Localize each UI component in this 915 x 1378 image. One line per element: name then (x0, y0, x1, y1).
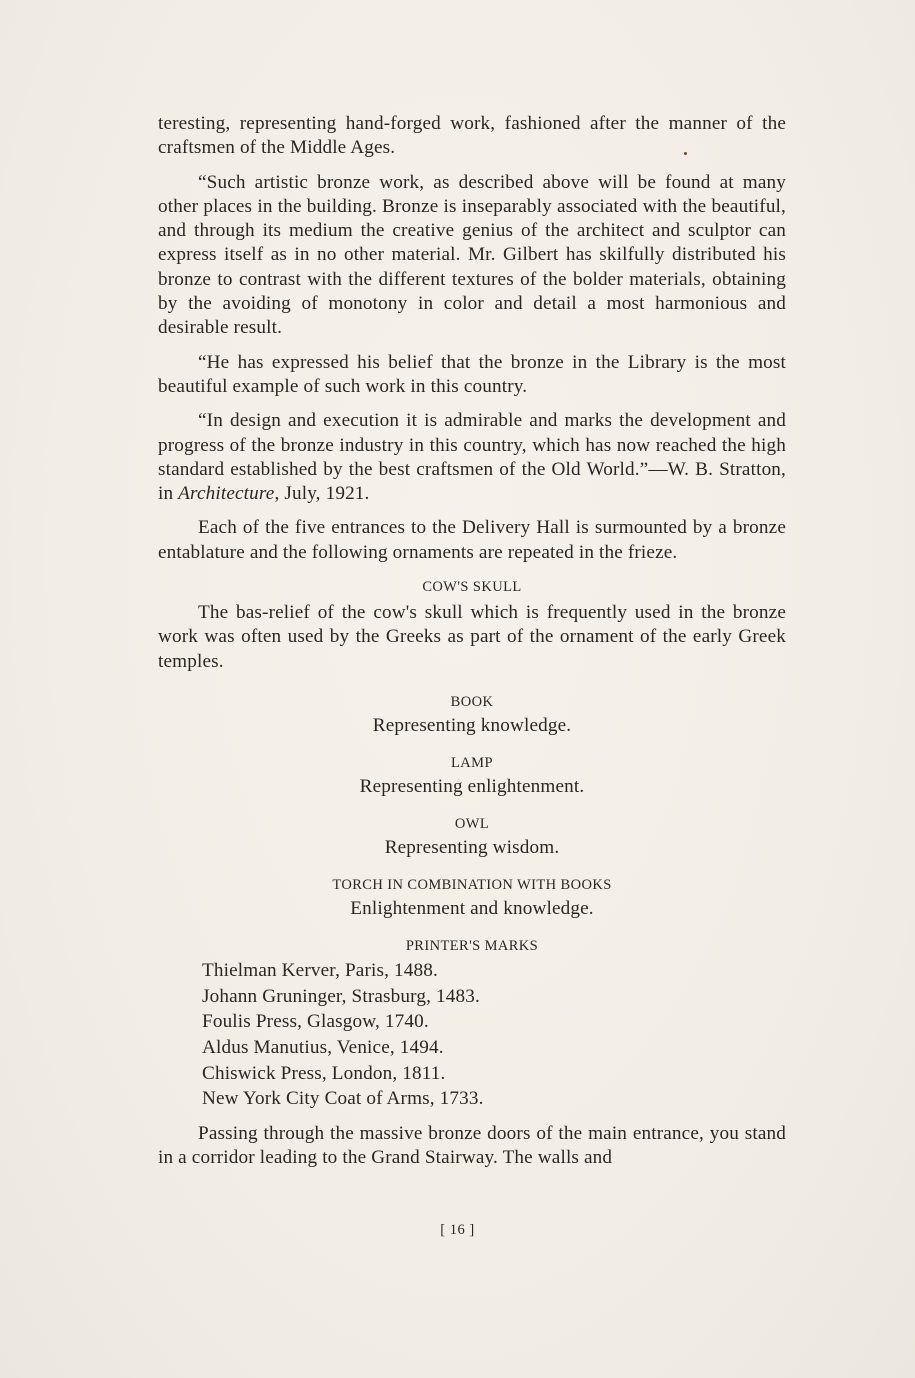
list-item: Thielman Kerver, Paris, 1488. (202, 960, 438, 982)
publication-title: Architecture (178, 483, 275, 505)
heading-owl: OWL (454, 815, 490, 832)
body-text (158, 112, 786, 1170)
quote-date: , July, 1921. (274, 483, 370, 505)
paragraph-design-quote (158, 409, 786, 506)
paragraph-belief: “He has expressed his belief that the bronze in the Library is the most beautiful example of such work in this country. (158, 351, 786, 397)
heading-torch: TORCH IN COMBINATION WITH BOOKS (332, 876, 612, 893)
list-item: New York City Coat of Arms, 1733. (202, 1088, 484, 1110)
heading-lamp: LAMP (451, 755, 493, 772)
paragraph-continuation: teresting, representing hand-forged work, fashioned after the manner of the craftsmen of the Middle Ages. (158, 113, 786, 159)
page-number: [ 16 ] (440, 1222, 475, 1238)
heading-printers-marks: PRINTER'S MARKS (405, 938, 539, 955)
list-item: Foulis Press, Glasgow, 1740. (202, 1011, 429, 1033)
paragraph-bronze-work: “Such artistic bronze work, as described above will be found at many other places in the building. Bronze is inseparably associated with the beautiful, and through its medium the creative genius of the architect and sculptor can express itself as in no other material. Mr. Gilbert has skilfully distributed his bronze to contrast with the different textures of the bolder materials, obtaining by the avoiding of monotony in color and detail a most harmonious and desirable result. (158, 171, 786, 339)
ink-speck (684, 152, 687, 155)
paragraph-cows-skull: The bas-relief of the cow's skull which is frequently used in the bronze work was often used by the Greeks as part of the ornament of the early Greek temples. (158, 602, 786, 672)
list-item: Johann Gruninger, Strasburg, 1483. (202, 985, 480, 1007)
text-torch: Enlightenment and knowledge. (350, 897, 594, 919)
paragraph-entrances: Each of the five entrances to the Delivery Hall is surmounted by a bronze entablature and the following ornaments are repeated in the frieze. (158, 517, 786, 563)
heading-book: BOOK (450, 693, 494, 710)
list-item: Aldus Manutius, Venice, 1494. (202, 1036, 444, 1058)
paragraph-closing: Passing through the massive bronze doors of the main entrance, you stand in a corridor leading to the Grand Stairway. The walls and (158, 1122, 786, 1168)
list-item: Chiswick Press, London, 1811. (202, 1062, 446, 1084)
printers-marks-list (202, 958, 786, 1112)
heading-cows-skull: COW'S SKULL (422, 579, 522, 596)
text-book: Representing knowledge. (372, 714, 572, 736)
quote-text: “In design and execution it is admirable and marks the development and progress of the bronze industry in this country, which has now reached the high standard established by the best craftsmen of the Old World.”—W. B. Stratton, in (158, 410, 786, 505)
text-owl: Representing wisdom. (384, 836, 560, 858)
text-lamp: Representing enlightenment. (359, 776, 585, 798)
